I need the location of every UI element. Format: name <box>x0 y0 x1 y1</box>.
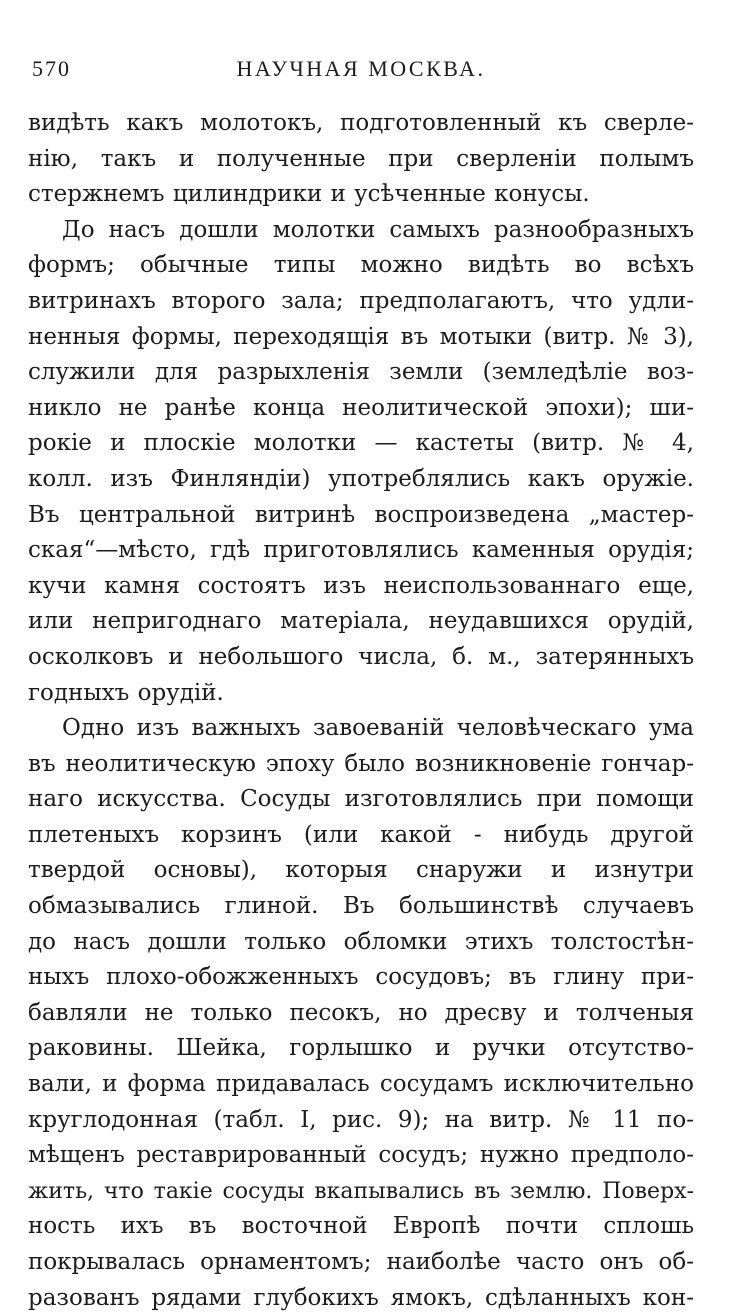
text-line: рокіе и плоскіе молотки — кастеты (витр. № 4, <box>28 430 694 457</box>
text-line: обмазывались глиной. Въ большинствѣ случаевъ <box>28 893 694 920</box>
text-line: годныхъ орудій. <box>28 679 224 706</box>
text-line: раковины. Шейка, горлышко и ручки отсутство- <box>28 1035 694 1062</box>
text-line: бавляли не только песокъ, но дресву и толченыя <box>28 999 694 1026</box>
text-line: Въ центральной витринѣ воспроизведена „мастер- <box>28 501 694 528</box>
text-line: мѣщенъ реставрированный сосудъ; нужно предполо- <box>28 1142 694 1169</box>
text-line: или непригоднаго матеріала, неудавшихся орудій, <box>28 608 694 635</box>
text-line: служили для разрыхленія земли (земледѣліе воз- <box>28 359 694 386</box>
text-line: ныхъ плохо-обожженныхъ сосудовъ; въ глину при- <box>28 964 694 991</box>
text-line: плетеныхъ корзинъ (или какой - нибудь другой <box>28 821 694 848</box>
text-line: въ неолитическую эпоху было возникновеніе гончар- <box>28 750 694 777</box>
text-line: ская“—мѣсто, гдѣ приготовлялись каменныя орудія; <box>28 537 694 564</box>
text-line: жить, что такіе сосуды вкапывались въ землю. Поверх- <box>28 1178 694 1204</box>
text-line: витринахъ второго зала; предполагаютъ, что удли- <box>28 287 694 314</box>
text-line: до насъ дошли только обломки этихъ толстостѣн- <box>28 928 694 955</box>
text-line: ненныя формы, переходящія въ мотыки (витр. № 3), <box>28 323 694 350</box>
text-line: кучи камня состоятъ изъ неиспользованнаго еще, <box>28 572 694 599</box>
text-line: наго искусства. Сосуды изготовлялись при помощи <box>28 786 694 813</box>
page-number: 570 <box>32 56 71 81</box>
text-line: вали, и форма придавалась сосудамъ исключительно <box>28 1071 694 1098</box>
body-text <box>28 106 694 1316</box>
text-line: твердой основы), которыя снаружи и изнутри <box>28 857 694 884</box>
text-line: ность ихъ въ восточной Европѣ почти сплошь <box>28 1213 694 1240</box>
paragraph <box>28 213 694 711</box>
text-line: покрывалась орнаментомъ; наиболѣе часто онъ об- <box>28 1249 694 1275</box>
text-line: формъ; обычные типы можно видѣть во всѣхъ <box>28 252 694 279</box>
text-line: нію, такъ и полученные при сверленіи полымъ <box>28 145 694 172</box>
running-title: НАУЧНАЯ МОСКВА. <box>236 56 486 81</box>
text-line: осколковъ и небольшого числа, б. м., затерянныхъ <box>28 643 694 670</box>
text-line: стержнемъ цилиндрики и усѣченные конусы. <box>28 181 590 208</box>
text-line: видѣть какъ молотокъ, подготовленный къ сверле- <box>28 110 694 136</box>
text-line: никло не ранѣе конца неолитической эпохи); ши- <box>28 394 694 421</box>
paragraph <box>28 711 694 1316</box>
text-line: колл. изъ Финляндіи) употреблялись какъ оружіе. <box>28 465 694 492</box>
text-line: круглодонная (табл. I, рис. 9); на витр. № 11 по- <box>28 1106 694 1133</box>
book-page <box>28 56 694 1316</box>
running-head <box>28 56 694 92</box>
text-line: Одно изъ важныхъ завоеваній человѣческаго ума <box>62 715 694 742</box>
text-line: разованъ рядами глубокихъ ямокъ, сдѣланныхъ кон- <box>28 1284 694 1311</box>
paragraph <box>28 106 694 213</box>
text-line: До насъ дошли молотки самыхъ разнообразныхъ <box>62 216 694 243</box>
